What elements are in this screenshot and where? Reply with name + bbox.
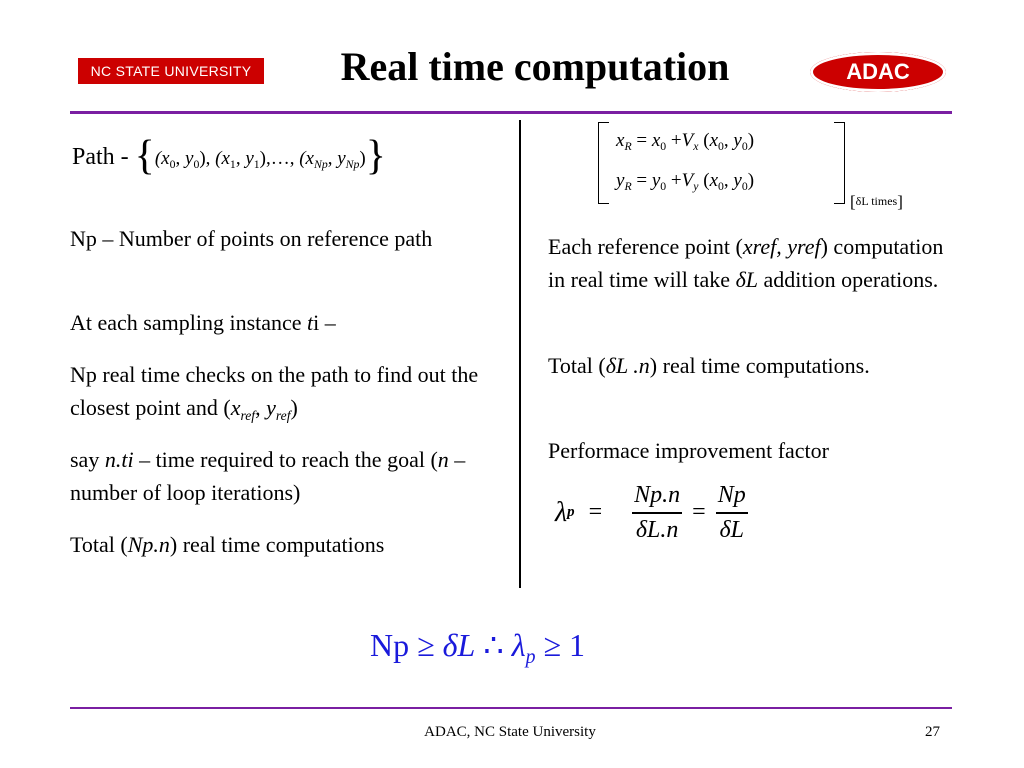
np-checks-text: Np real time checks on the path to find out the closest point and ($x_{ref}$, $y_{ref}$)	[70, 362, 479, 423]
bottom-rule	[70, 707, 952, 709]
fraction-2: $\frac{Np}{\delta L}$	[717, 482, 746, 543]
np-definition: Np – Number of points on reference path	[70, 226, 433, 251]
ncsu-logo: NC STATE UNIVERSITY	[78, 58, 264, 84]
reference-point-text: Each reference point (xref, yref) computation in real time will take δL addition operations.	[548, 234, 944, 292]
conclusion-equation: Np ≥ δL ∴ $\lambda_p \ge 1$	[370, 627, 586, 668]
fraction-1: $\frac{Np.n}{\delta L.n}$	[634, 482, 681, 543]
column-divider	[519, 120, 521, 588]
improvement-factor-equation: λ p = $\frac{Np.n}{\delta L.n}$ = $\frac{Np}{\delta L}$	[555, 482, 746, 543]
path-definition: Path - {($x_0$, $y_0$), ($x_1$, $y_1),\dots$, ($x_{Np}$, $y_{Np}$)}	[72, 133, 386, 179]
slide-title: Real time computation	[340, 44, 730, 89]
total-computations-right: Total (δL .n) real time computations.	[548, 353, 870, 378]
sampling-instance-text: At each sampling instance ti –	[70, 310, 336, 335]
time-required-text: say n.ti – time required to reach the goal (n – number of loop iterations)	[70, 447, 466, 505]
top-rule	[70, 111, 952, 114]
matrix-subscript: δL times	[855, 194, 898, 208]
adac-logo: ADAC	[810, 52, 946, 92]
total-computations-left: Total (Np.n) real time computations	[70, 532, 385, 557]
page-number: 27	[925, 724, 940, 740]
footer-text: ADAC, NC State University	[424, 724, 596, 740]
improvement-factor-label: Performace improvement factor	[548, 438, 829, 463]
path-label: Path -	[72, 144, 129, 170]
